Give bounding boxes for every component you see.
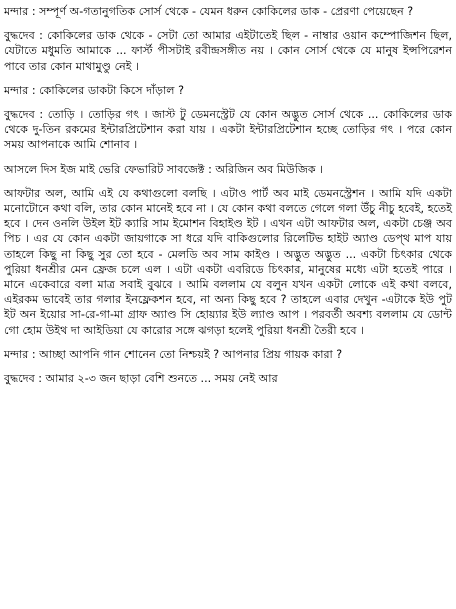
question-paragraph: মন্দার : আচ্ছা আপনি গান শোনেন তো নিশ্চয়ই ? আপনার প্রিয় গায়ক কারা ?	[4, 347, 343, 361]
answer-paragraph: বুদ্ধদেব : তোড়ি । তোড়ির গৎ । জাস্ট টু ডেমনস্ট্রেট যে কোন অদ্ভুত সোর্স থেকে ... কোকিলের ডাক থেকে দু-তিন রকমের ইন্টারপ্রিটেশান করা যায় । একটা ইন্টারপ্রিটেশান হচ্ছে তোড়ির গৎ । পরে কোন সময় আপনাকে আমি শোনাব ।	[4, 108, 452, 152]
answer-paragraph: আসলে দিস ইজ মাই ভেরি ফেভারিট সাবজেক্ট : অরিজিন অব মিউজিক ।	[4, 162, 324, 176]
question-paragraph: মন্দার : সম্পূর্ণ অ-গতানুগতিক সোর্স থেকে - যেমন ধরুন কোকিলের ডাক - প্রেরণা পেয়েছেন ?	[4, 5, 414, 18]
answer-paragraph: বুদ্ধদেব : আমার ২-৩ জন ছাড়া বেশি শুনতে ... সময় নেই আর	[4, 372, 278, 386]
question-paragraph: মন্দার : কোকিলের ডাকটা কিসে দাঁড়াল ?	[4, 83, 184, 97]
answer-paragraph: বুদ্ধদেব : কোকিলের ডাক থেকে - সেটা তো আমার এইটাতেই ছিল - নাম্বার ওয়ান কম্পোজিশন ছিল, যেটাতে মধুমতি আমাকে ... ফার্স্ট পীসটাই রবীন্দ্রসঙ্গীত নয় । কোন সোর্স থেকে যে মানুষ ইন্সপিরেশন পাবে তার কোন মাথামুণ্ডু নেই ।	[4, 29, 452, 73]
answer-paragraph: আফটার অল, আমি এই যে কথাগুলো বলছি । এটাও পার্ট অব মাই ডেমনস্ট্রেশন । আমি যদি একটা মনোটোনে কথা বলি, তার কোন মানেই হবে না । যে কোন কথা বলতে গেলে গলা উঁচু নীচু হবেই, হতেই হবে । দেন ওনলি উইল ইট ক্যারি সাম ইমোশন বিহাইণ্ড ইট । এখন এটা আফটার অল, একটা চেঞ্জ অব পিচ । এর যে কোন একটা জায়গাকে সা ধরে যদি বাকিগুলোর রিলেটিভ হাইট অ্যাণ্ড ডেপ্থ মাপ যায় তাহলে কিছু না কিছু সুর তো হবে - মেলডি অব সাম কাইণ্ড । অদ্ভুত অদ্ভুত ... একটা চিৎকার থেকে পুরিয়া ধনশ্রীর মেন ফ্রেজ চলে এল । এটা একটা এবরিডে চিৎকার, মানুষের মধ্যে এটা হতেই পারে । মানে একেবারে বলা মাত্র সবাই বুঝবে । আমি বললাম যে বলুন যখন একটা লোকে এই কথা বলবে, এইরকম ভাবেই তার গলার ইনফ্লেকশন হবে, না অন্য কিছু হবে ? তাহলে এবার দেখুন -এটাকে ইউ পুট ইট অন ইয়োর সা-রে-গা-মা গ্রাফ অ্যাণ্ড সি হোয়্যার ইউ ল্যাণ্ড আপ । পরবর্তী অবশ্য বললাম যে ডোন্ট গো হোম উইথ দা আইডিয়া যে কারোর সঙ্গে ঝগড়া হলেই পুরিয়া ধনশ্রী তৈরী হবে ।	[4, 186, 452, 337]
